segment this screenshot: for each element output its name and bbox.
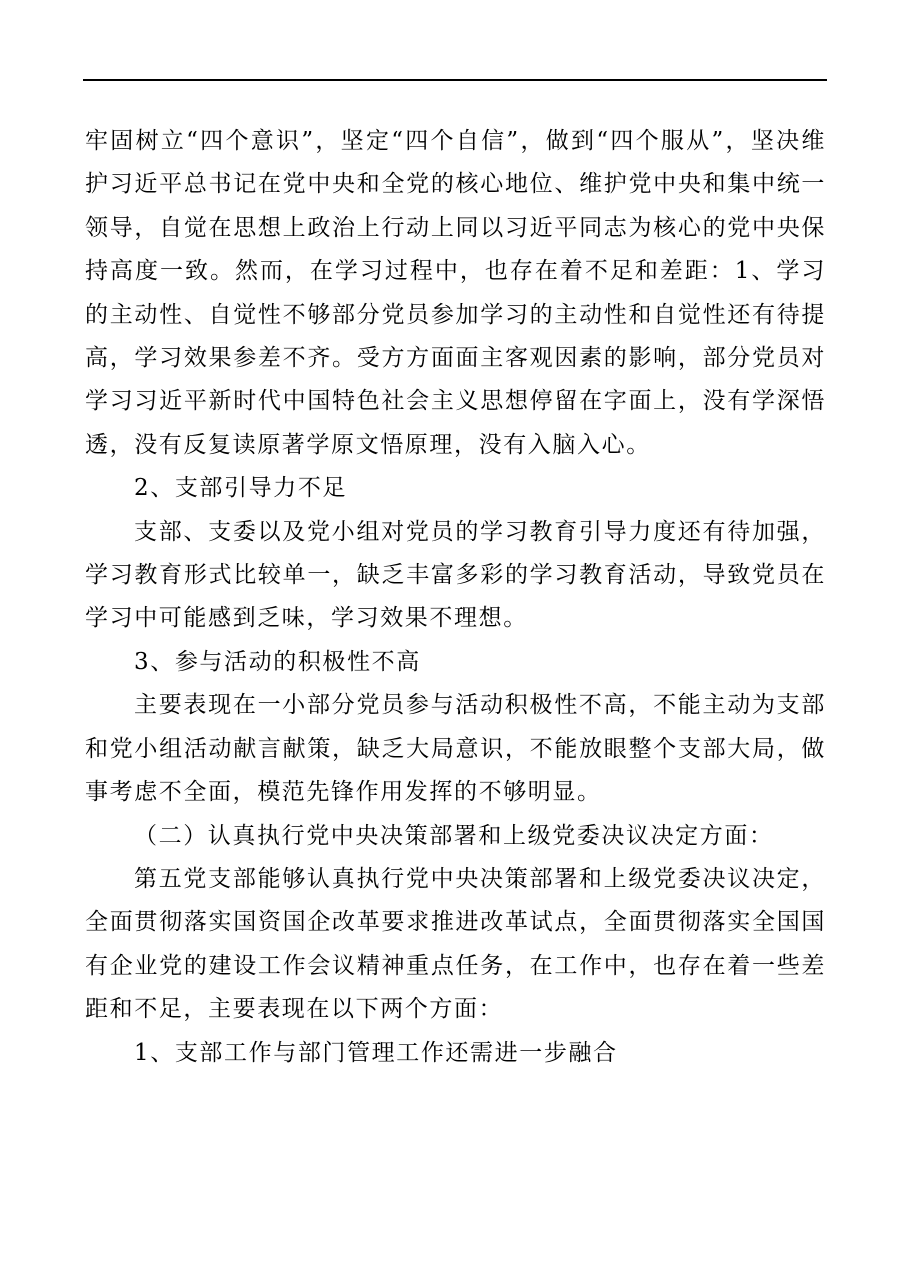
heading-work-integration: 1、支部工作与部门管理工作还需进一步融合 — [134, 1039, 618, 1066]
section-heading-execution: （二）认真执行党中央决策部署和上级党委决议决定方面： — [134, 822, 774, 849]
paragraph-continued-discipline: 牢固树立“四个意识”，坚定“四个自信”，做到“四个服从”，坚决维护习近平总书记在党中央和全党的核心地位、维护党中央和集中统一领导，自觉在思想上政治上行动上同以习近平同志为核心的党中央保持高度一致。然而，在学习过程中，也存在着不足和差距：1、学习的主动性、自觉性不够部分党员参加学习的主动性和自觉性还有待提高，学习效果参差不齐。受方方面面主客观因素的影响，部分党员对学习习近平新时代中国特色社会主义思想停留在字面上，没有学深悟透，没有反复读原著学原文悟原理，没有入脑入心。 — [85, 128, 826, 458]
paragraph-branch-guidance: 支部、支委以及党小组对党员的学习教育引导力度还有待加强，学习教育形式比较单一，缺乏丰富多彩的学习教育活动，导致党员在学习中可能感到乏味，学习效果不理想。 — [85, 518, 826, 632]
paragraph-activity-enthusiasm: 主要表现在一小部分党员参与活动积极性不高，不能主动为支部和党小组活动献言献策，缺乏大局意识，不能放眼整个支部大局，做事考虑不全面，模范先锋作用发挥的不够明显。 — [85, 692, 826, 806]
document-body — [85, 120, 826, 1075]
header-rule — [83, 79, 827, 81]
paragraph-execution: 第五党支部能够认真执行党中央决策部署和上级党委决议决定，全面贯彻落实国资国企改革要求推进改革试点，全面贯彻落实全国国有企业党的建设工作会议精神重点任务，在工作中，也存在着一些差距和不足，主要表现在以下两个方面： — [85, 865, 826, 1023]
heading-branch-guidance: 2、支部引导力不足 — [134, 475, 348, 502]
heading-activity-enthusiasm: 3、参与活动的积极性不高 — [134, 648, 421, 675]
